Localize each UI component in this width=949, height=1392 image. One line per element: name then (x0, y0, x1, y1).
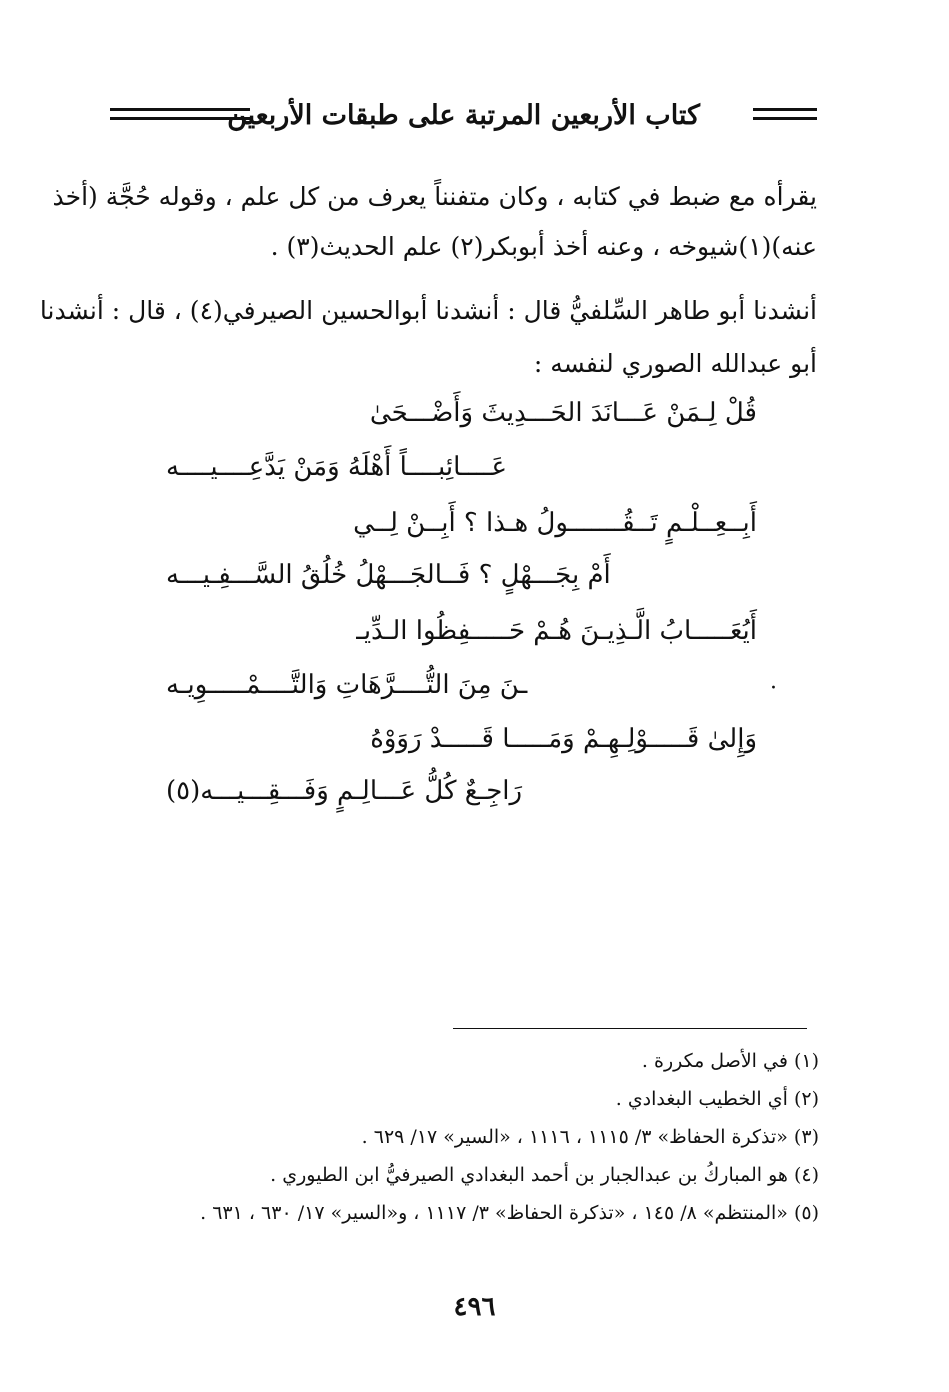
poem-verse: رَاجِـعٌ كُلُّ عَـــالِـمٍ وَفَـــقِـــيـــه(٥) (166, 776, 523, 806)
book-title: كتاب الأربعين المرتبة على طبقات الأربعين (227, 100, 700, 131)
footnote-separator (453, 1028, 807, 1029)
footnote-5: (٥) «المنتظم» ٨/ ١٤٥ ، «تذكرة الحفاظ» ٣/ ١١١٧ ، و«السير» ١٧/ ٦٣٠ ، ٦٣١ . (200, 1202, 819, 1224)
footnotes (119, 1042, 819, 1232)
page-number: ٤٩٦ (453, 1292, 496, 1322)
paragraph-1-line-1: يقرأه مع ضبط في كتابه ، وكان متفنناً يعرف من كل علم ، وقوله حُجَّة (أخذ (52, 182, 817, 211)
paragraph-1 (52, 172, 817, 272)
poem-verse: عَــــائِبــــاً أَهْلَهُ وَمَنْ يَدَّعِــــيــــه (166, 452, 508, 482)
poem-verse: أَبِــعِــلْـمٍ تَــقُـــــــولُ هـذا ؟ أَبِــنْ لِــي (353, 508, 757, 538)
footnote-3: (٣) «تذكرة الحفاظ» ٣/ ١١١٥ ، ١١١٦ ، «السير» ١٧/ ٦٢٩ . (361, 1126, 819, 1148)
paragraph-2 (39, 286, 817, 336)
paragraph-1-line-2: عنه)(١)شيوخه ، وعنه أخذ أبوبكر(٢) علم الحديث(٣) . (270, 232, 817, 261)
poem-verse: أَمْ بِجَـــهْلٍ ؟ فَــالجَـــهْلُ خُلُقُ السَّـــفِـيـــه (166, 560, 611, 590)
poem-verse: وَإِلىٰ قَـــــوْلِـهِـمْ وَمَـــــا قَـــــدْ رَوَوْهُ (370, 724, 757, 754)
paragraph-2-continued (110, 339, 817, 389)
footnote-2: (٢) أي الخطيب البغدادي . (615, 1088, 819, 1110)
footnote-1: (١) في الأصل مكررة . (641, 1050, 819, 1072)
running-header (110, 96, 817, 140)
header-rule-right (753, 108, 817, 120)
paragraph-2-line-2: أبو عبدالله الصوري لنفسه : (533, 349, 817, 378)
footnote-4: (٤) هو المباركُ بن عبدالجبار بن أحمد البغدادي الصيرفيُّ ابن الطيوري . (270, 1164, 819, 1186)
poem-verse: قُلْ لِـمَنْ عَـــانَدَ الحَـــدِيثَ وَأَضْـــحَىٰ (369, 398, 757, 428)
header-rule-left (110, 108, 250, 120)
poem-verse: ـنَ مِنَ التُّــــرَّهَاتِ وَالتَّــــمْـــــوِيـه (166, 670, 528, 700)
paragraph-2-line-1: أنشدنا أبو طاهر السِّلفيُّ قال : أنشدنا أبوالحسين الصيرفي(٤) ، قال : أنشدنا (39, 296, 817, 325)
stray-dot: · (770, 676, 777, 701)
poem-verse: أَيُعَـــــابُ الَّـذِيـنَ هُـمْ حَـــــفِظُوا الـدِّيـ (356, 616, 757, 646)
